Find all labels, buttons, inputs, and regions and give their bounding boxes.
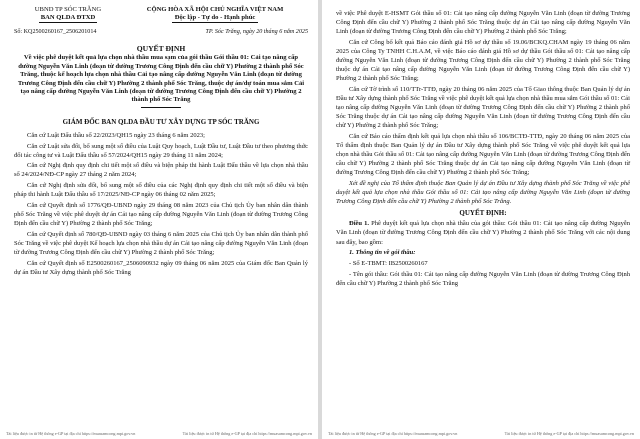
legal-basis-paragraph: Căn cứ Nghị định quy định chi tiết một số điều và biện pháp thi hành Luật Đấu thầu về lựa chọn nhà thầu số 24/2024/NĐ-CP ngày 27 tháng 2 năm 2024; — [14, 162, 308, 179]
page-footer — [328, 431, 634, 436]
document-page-1 — [0, 0, 318, 439]
package-name: - Tên gói thầu: Gói thầu 01: Cải tạo nâng cấp đường Nguyễn Văn Linh (đoạn từ đường Trương Công Định đến cầu chữ Y) Phường 2 thành phố Sóc Trăng — [336, 270, 630, 287]
legal-basis-paragraph: Căn cứ Công bố kết quả Báo cáo đánh giá Hồ sơ dự thầu số 19.06/BCKQ.CHAM ngày 19 tháng 06 năm 2025 của Công Ty TNHH C.H.A.M, về việc Báo cáo đánh giá Hồ sơ dự thầu Gói thầu số 01: Cải tạo nâng cấp đường Nguyễn Văn Linh (đoạn từ đường Trương Công Định đến cầu chữ Y) Phường 2 thành phố Sóc Trăng thuộc dự án Cải tạo nâng cấp đường Nguyễn Văn Linh (đoạn từ đường Trương Công Định đến cầu chữ Y) Phường 2 thành phố Sóc Trăng; — [336, 38, 630, 83]
footer-left: Tài liệu được in từ Hệ thống e-GP tại địa chỉ https://muasamcong.mpi.gov.vn — [6, 431, 136, 436]
legal-basis-paragraph: Căn cứ Quyết định số 1776/QĐ-UBND ngày 29 tháng 08 năm 2023 của Chủ tịch Ủy ban nhân dân thành phố Sóc Trăng về việc phê duyệt dự án Cải tạo nâng cấp đường Nguyễn Văn Linh (đoạn từ đường Trương Công Định đến cầu chữ Y) Phường 2 thành phố Sóc Trăng; — [14, 201, 308, 228]
legal-basis-paragraph: Căn cứ Báo cáo thẩm định kết quả lựa chọn nhà thầu số 106/BCTĐ-TTĐ, ngày 20 tháng 06 năm 2025 của Tổ thẩm định thuộc Ban Quản lý dự án Đầu tư Xây dựng thành phố Sóc Trăng về việc phê duyệt kết quả lựa chọn nhà thầu Gói thầu số 01: Cải tạo nâng cấp đường Nguyễn Văn Linh (đoạn từ đường Trương Công Định đến cầu chữ Y) Phường 2 thành phố Sóc Trăng thuộc dự án Cải tạo nâng cấp đường Nguyễn Văn Linh (đoạn từ đường Trương Công Định đến cầu chữ Y) Phường 2 thành phố Sóc Trăng; — [336, 133, 630, 177]
issuing-agency — [14, 6, 122, 23]
article-1-label: Điều 1. — [349, 220, 370, 228]
article-1 — [336, 219, 630, 246]
footer-right: Tài liệu được in từ Hệ thống e-GP tại địa chỉ https://muasamcong.mpi.gov.vn — [504, 431, 634, 436]
legal-basis-paragraph: Căn cứ Tờ trình số 110/TTr-TTĐ, ngày 20 tháng 06 năm 2025 của Tổ Giao thông thuộc Ban Quản lý dự án Đầu tư Xây dựng thành phố Sóc Trăng về việc phê duyệt kết quả lựa chọn nhà thầu mua sắm Gói thầu số 01: Cải tạo nâng cấp đường Nguyễn Văn Linh (đoạn từ đường Trương Công Định đến cầu chữ Y) Phường 2 thành phố Sóc Trăng thuộc dự án Cải tạo nâng cấp đường Nguyễn Văn Linh (đoạn từ đường Trương Công Định đến cầu chữ Y) Phường 2 thành phố Sóc Trăng; — [336, 85, 630, 130]
document-title: QUYẾT ĐỊNH — [136, 44, 186, 54]
document-number: Số: KQ2500260167_2506201014 — [14, 29, 97, 36]
agency-underline — [39, 22, 97, 23]
subtitle-rule — [141, 107, 181, 108]
director-heading: GIÁM ĐỐC BAN QLDA ĐẦU TƯ XÂY DỰNG TP SÓC TRĂNG — [62, 117, 260, 126]
article-1-text: Phê duyệt kết quả lựa chọn nhà thầu của gói thầu: Gói thầu 01: Cải tạo nâng cấp đường Nguyễn Văn Linh (đoạn từ đường Trương Công Định đến cầu chữ Y) Phường 2 thành phố Sóc Trăng — [336, 220, 631, 237]
footer-left: Tài liệu được in từ Hệ thống e-GP tại địa chỉ https://muasamcong.mpi.gov.vn — [328, 431, 458, 436]
national-heading — [122, 6, 308, 23]
agency-line-1: UBND TP SÓC TRĂNG — [34, 6, 102, 13]
proposal-paragraph: Xét đề nghị của Tổ thẩm định thuộc Ban Quản lý dự án Đầu tư Xây dựng thành phố Sóc Trăng về việc phê duyệt kết quả lựa chọn nhà thầu Gói thầu số 01: Cải tạo nâng cấp đường Nguyễn Văn Linh (đoạn từ đường Trương Công Định đến cầu chữ Y) Phường 2 thành phố Sóc Trăng. — [336, 180, 630, 206]
document-meta — [14, 29, 308, 35]
nation-line-2: Độc lập - Tự do - Hạnh phúc — [174, 14, 256, 22]
page-footer — [6, 431, 312, 436]
document-page-2 — [322, 0, 640, 439]
legal-basis-paragraph: về việc Phê duyệt E-HSMT Gói thầu số 01: Cải tạo nâng cấp đường Nguyễn Văn Linh (đoạn từ đường Trương Công Định đến cầu chữ Y) Phường 2 thành phố Sóc Trăng thuộc dự án Cải tạo nâng cấp đường Nguyễn Văn Linh (đoạn từ đường Trương Công Định đến cầu chữ Y) Phường 2 thành phố Sóc Trăng; — [336, 10, 630, 36]
legal-basis-paragraph: Căn cứ Luật sửa đổi, bổ sung một số điều của Luật Quy hoạch, Luật Đầu tư, Luật Đầu tư theo phương thức đối tác công tư và Luật Đấu thầu số 57/2024/QH15 ngày 29 tháng 11 năm 2024; — [14, 142, 308, 159]
legal-basis-continued — [336, 9, 630, 206]
decision-heading: QUYẾT ĐỊNH: — [459, 209, 507, 218]
document-header — [14, 6, 308, 23]
nation-underline — [172, 22, 258, 23]
document-subtitle: Về việc phê duyệt kết quả lựa chọn nhà thầu mua sạm của gói thầu Gói thầu 01: Cải tạo nâng cấp đường Nguyễn Văn Linh (đoạn từ đường Trương Công Định đến cầu chữ Y) Phường 2 thành phố Sóc Trăng, thuộc kế hoạch lựa chọn nhà thầu Cải tạo nâng cấp đường Nguyễn Văn Linh (đoạn từ đường Trương Công Định đến cầu chữ Y) Phường 2 thành phố Sóc Trăng, thuộc dự án/dự toán mua sắm Cải tạo nâng cấp đường Nguyễn Văn Linh (đoạn từ đường Trương Công Định đến cầu chữ Y) Phường 2 thành phố Sóc Trăng — [17, 54, 305, 104]
legal-basis-list — [14, 131, 308, 277]
agency-line-2: BAN QLDA ĐTXD — [40, 14, 96, 22]
legal-basis-paragraph: Căn cứ Luật Đấu thầu số 22/2023/QH15 ngày 23 tháng 6 năm 2023; — [27, 131, 205, 139]
legal-basis-paragraph: Căn cứ Quyết định số 780/QĐ-UBND ngày 03 tháng 6 năm 2025 của Chủ tịch Ủy ban nhân dân thành phố Sóc Trăng về việc phê duyệt Kế hoạch lựa chọn nhà thầu dự án Cải tạo nâng cấp đường Nguyễn Văn Linh (đoạn từ đường Trương Công Định đến cầu chữ Y) Phường 2 thành phố Sóc Trăng; — [14, 230, 308, 256]
legal-basis-paragraph: Căn cứ Nghị định sửa đổi, bổ sung một số điều của các Nghị định quy định chi tiết một số điều và biện pháp thi hành Luật Đấu thầu số 17/2025/NĐ-CP ngày 06 tháng 02 năm 2025; — [14, 182, 308, 199]
place-date: TP. Sóc Trăng, ngày 20 tháng 6 năm 2025 — [205, 29, 308, 36]
nation-line-1: CỘNG HÒA XÃ HỘI CHỦ NGHĨA VIỆT NAM — [146, 6, 284, 13]
article-1-tail: với các nội dung sau đây, bao gồm: — [336, 229, 630, 246]
package-info-heading: 1. Thông tin về gói thầu: — [349, 249, 416, 257]
legal-basis-paragraph: Căn cứ Quyết định số E2500260167_2506090932 ngày 09 tháng 06 năm 2025 của Giám đốc Ban Quản lý dự án Đầu tư Xây dựng thành phố Sóc Trăng — [14, 259, 308, 276]
e-tbmt-number: - Số E-TBMT: IB2500260167 — [349, 259, 428, 267]
footer-right: Tài liệu được in từ Hệ thống e-GP tại địa chỉ https://muasamcong.mpi.gov.vn — [182, 431, 312, 436]
